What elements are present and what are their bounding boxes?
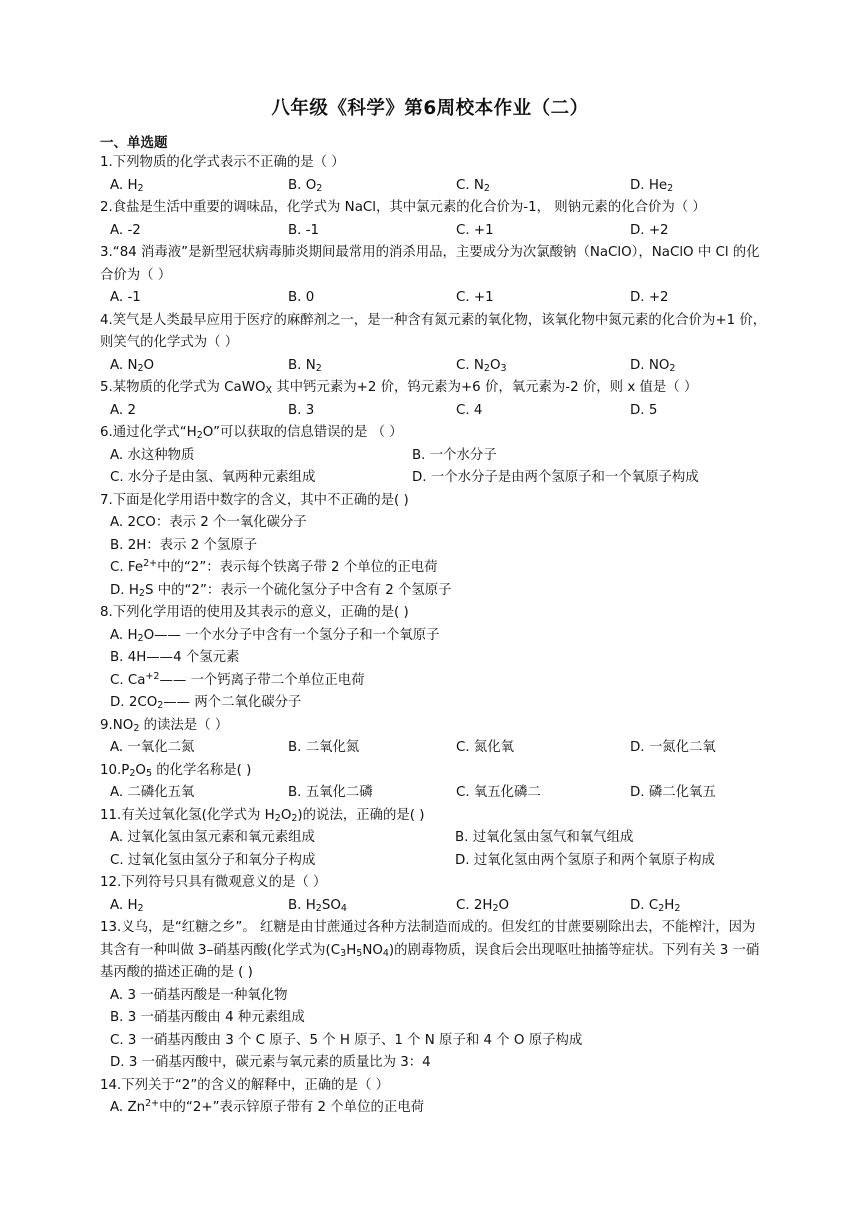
question-3-stem: 3.“84 消毒液”是新型冠状病毒肺炎期间最常用的消杀用品，主要成分为次氯酸钠（NaClO），NaClO 中 Cl 的化合价为（ ） (100, 245, 760, 283)
option-a[interactable]: A. 水这种物质 (110, 447, 195, 463)
question-2-stem: 2.食盐是生活中重要的调味品，化学式为 NaCl，其中氯元素的化合价为-1， 则钠元素的化合价为（ ） (100, 200, 706, 215)
option-d[interactable]: D. +2 (630, 222, 669, 238)
option-b[interactable]: B. 2H：表示 2 个氢原子 (110, 537, 258, 553)
option-a[interactable]: A. $H_2$ (110, 897, 144, 914)
option-a[interactable]: A. -2 (110, 222, 141, 238)
option-d[interactable]: D. $NO_2$ (630, 357, 676, 374)
question-11-options-row-1 (100, 827, 768, 850)
question-1-stem: 1.下列物质的化学式表示不正确的是（ ） (100, 155, 345, 170)
option-b[interactable]: B. $H_2SO_4$ (288, 897, 347, 914)
option-b[interactable]: B. $O_2$ (288, 177, 323, 194)
option-c[interactable]: C. +1 (456, 290, 494, 305)
question-3-options (100, 287, 768, 310)
option-d[interactable]: D. $H_2S$ 中的“2”：表示一个硫化氢分子中含有 2 个氢原子 (110, 582, 452, 599)
option-c[interactable]: C. 3 一硝基丙酸由 3 个 C 原子、5 个 H 原子、1 个 N 原子和 4 个 O 原子构成 (110, 1032, 583, 1048)
question-list (100, 152, 768, 1120)
option-a[interactable]: A. -1 (110, 290, 141, 305)
option-b[interactable]: B. 3 一硝基丙酸由 4 种元素组成 (110, 1010, 305, 1025)
option-d[interactable]: D. $C_2H_2$ (630, 897, 681, 914)
option-a[interactable]: A. $Zn^{2+}$中的“2+”表示锌原子带有 2 个单位的正电荷 (110, 1098, 425, 1115)
option-b[interactable]: B. $N_2$ (288, 357, 322, 374)
question-10-options (100, 782, 768, 805)
option-c[interactable]: C. 氧五化磷二 (456, 785, 541, 800)
section-heading: 一、单选题 (100, 135, 168, 151)
option-d[interactable]: D. $2CO_2——$ 两个二氧化碳分子 (110, 695, 302, 711)
question-2-options (100, 220, 768, 243)
question-7-stem: 7.下面是化学用语中数字的含义，其中不正确的是( ) (100, 492, 409, 508)
question-6-options-row-2 (100, 467, 768, 490)
option-a[interactable]: A. 一氧化二氮 (110, 740, 195, 755)
option-c[interactable]: C. 4 (456, 402, 483, 418)
option-c[interactable]: C. +1 (456, 222, 494, 238)
option-d[interactable]: D. $He_2$ (630, 177, 674, 194)
question-4-stem: 4.笑气是人类最早应用于医疗的麻醉剂之一，是一种含有氮元素的氧化物，该氧化物中氮元素的化合价为+1 价，则笑气的化学式为（ ） (100, 312, 767, 350)
option-c[interactable]: C. $N_2$ (456, 177, 490, 194)
question-11-stem: 11.有关过氧化氢(化学式为 $H_2O_2$)的说法，正确的是( ) (100, 807, 425, 824)
question-5-options (100, 400, 768, 423)
question-9-stem: $9.NO_2$ 的读法是（ ） (100, 717, 229, 734)
option-c[interactable]: C. $2H_2O$ (456, 897, 510, 914)
question-4-options (100, 355, 768, 378)
question-10-stem: $10.P_2O_5$ 的化学名称是( ) (100, 762, 252, 779)
option-a[interactable]: A. 3 一硝基丙酸是一种氧化物 (110, 987, 288, 1003)
option-d[interactable]: D. 5 (630, 402, 658, 418)
option-c[interactable]: C. 水分子是由氢、氧两种元素组成 (110, 470, 316, 485)
question-9-options (100, 737, 768, 760)
option-d[interactable]: D. 一个水分子是由两个氢原子和一个氧原子构成 (412, 470, 699, 485)
option-d[interactable]: D. 一氮化二氧 (630, 740, 716, 755)
option-a[interactable]: A. $H_2$ (110, 177, 144, 194)
question-8-stem: 8.下列化学用语的使用及其表示的意义，正确的是( ) (100, 605, 409, 620)
option-a[interactable]: A. $H_2O——$ 一个水分子中含有一个氢分子和一个氧原子 (110, 627, 440, 644)
option-d[interactable]: D. +2 (630, 290, 669, 305)
option-b[interactable]: B. 4H——4 个氢元素 (110, 650, 240, 665)
option-d[interactable]: D. 磷二化氧五 (630, 785, 716, 800)
question-13-stem: 13.义乌，是“红糖之乡”。 红糖是由甘蔗通过各种方法制造而成的。但发红的甘蔗要剔除出去，不能榨汁，因为其含有一种叫做 3–硝基丙酸(化学式为$(C_3H_5NO_4)$的剧毒物质，误食后会出现呕吐抽搐等症状。下列有关 3 一硝基丙酸的描述正确的是 ( ) (100, 920, 760, 980)
option-b[interactable]: B. 一个水分子 (412, 447, 497, 463)
option-b[interactable]: B. -1 (288, 222, 320, 238)
option-c[interactable]: C. $N_2O_3$ (456, 357, 507, 374)
option-c[interactable]: C. $Fe^{2+}$中的“2”：表示每个铁离子带 2 个单位的正电荷 (110, 558, 438, 575)
option-a[interactable]: A. 二磷化五氧 (110, 785, 195, 800)
question-12-options (100, 895, 768, 918)
option-a[interactable]: A. 2CO：表示 2 个一氧化碳分子 (110, 515, 307, 530)
option-b[interactable]: B. 二氧化氮 (288, 740, 360, 755)
question-12-stem: 12.下列符号只具有微观意义的是（ ） (100, 875, 327, 890)
question-14-stem: 14.下列关于“2”的含义的解释中，正确的是（ ） (100, 1077, 389, 1093)
question-11-options-row-2 (100, 850, 768, 873)
option-c[interactable]: C. 氮化氧 (456, 740, 515, 755)
option-b[interactable]: B. 五氧化二磷 (288, 785, 373, 800)
option-b[interactable]: B. 过氧化氢由氢气和氧气组成 (455, 830, 634, 845)
option-a[interactable]: A. 2 (110, 402, 136, 418)
page-title: 八年级《科学》第6周校本作业（二） (271, 98, 589, 119)
option-d[interactable]: D. 过氧化氢由两个氢原子和两个氧原子构成 (455, 852, 715, 868)
option-b[interactable]: B. 3 (288, 402, 315, 418)
option-c[interactable]: C. 过氧化氢由氢分子和氧分子构成 (110, 852, 316, 868)
option-a[interactable]: A. 过氧化氢由氢元素和氧元素组成 (110, 830, 315, 845)
question-5-stem: 5.某物质的化学式为 CaWO$_X$ 其中钙元素为+2 价，钨元素为+6 价，氧元素为-2 价，则 x 值是（ ） (100, 380, 698, 396)
option-b[interactable]: B. 0 (288, 290, 315, 305)
question-1-options (100, 175, 768, 198)
option-c[interactable]: C. $Ca^{+2}——$ 一个钙离子带二个单位正电荷 (110, 670, 365, 688)
question-6-options-row-1 (100, 445, 768, 468)
option-a[interactable]: A. $N_2O$ (110, 357, 155, 374)
option-d[interactable]: D. 3 一硝基丙酸中，碳元素与氧元素的质量比为 3：4 (110, 1055, 431, 1070)
question-6-stem: 6.通过化学式“$H_2O$”可以获取的信息错误的是 （ ） (100, 425, 403, 441)
